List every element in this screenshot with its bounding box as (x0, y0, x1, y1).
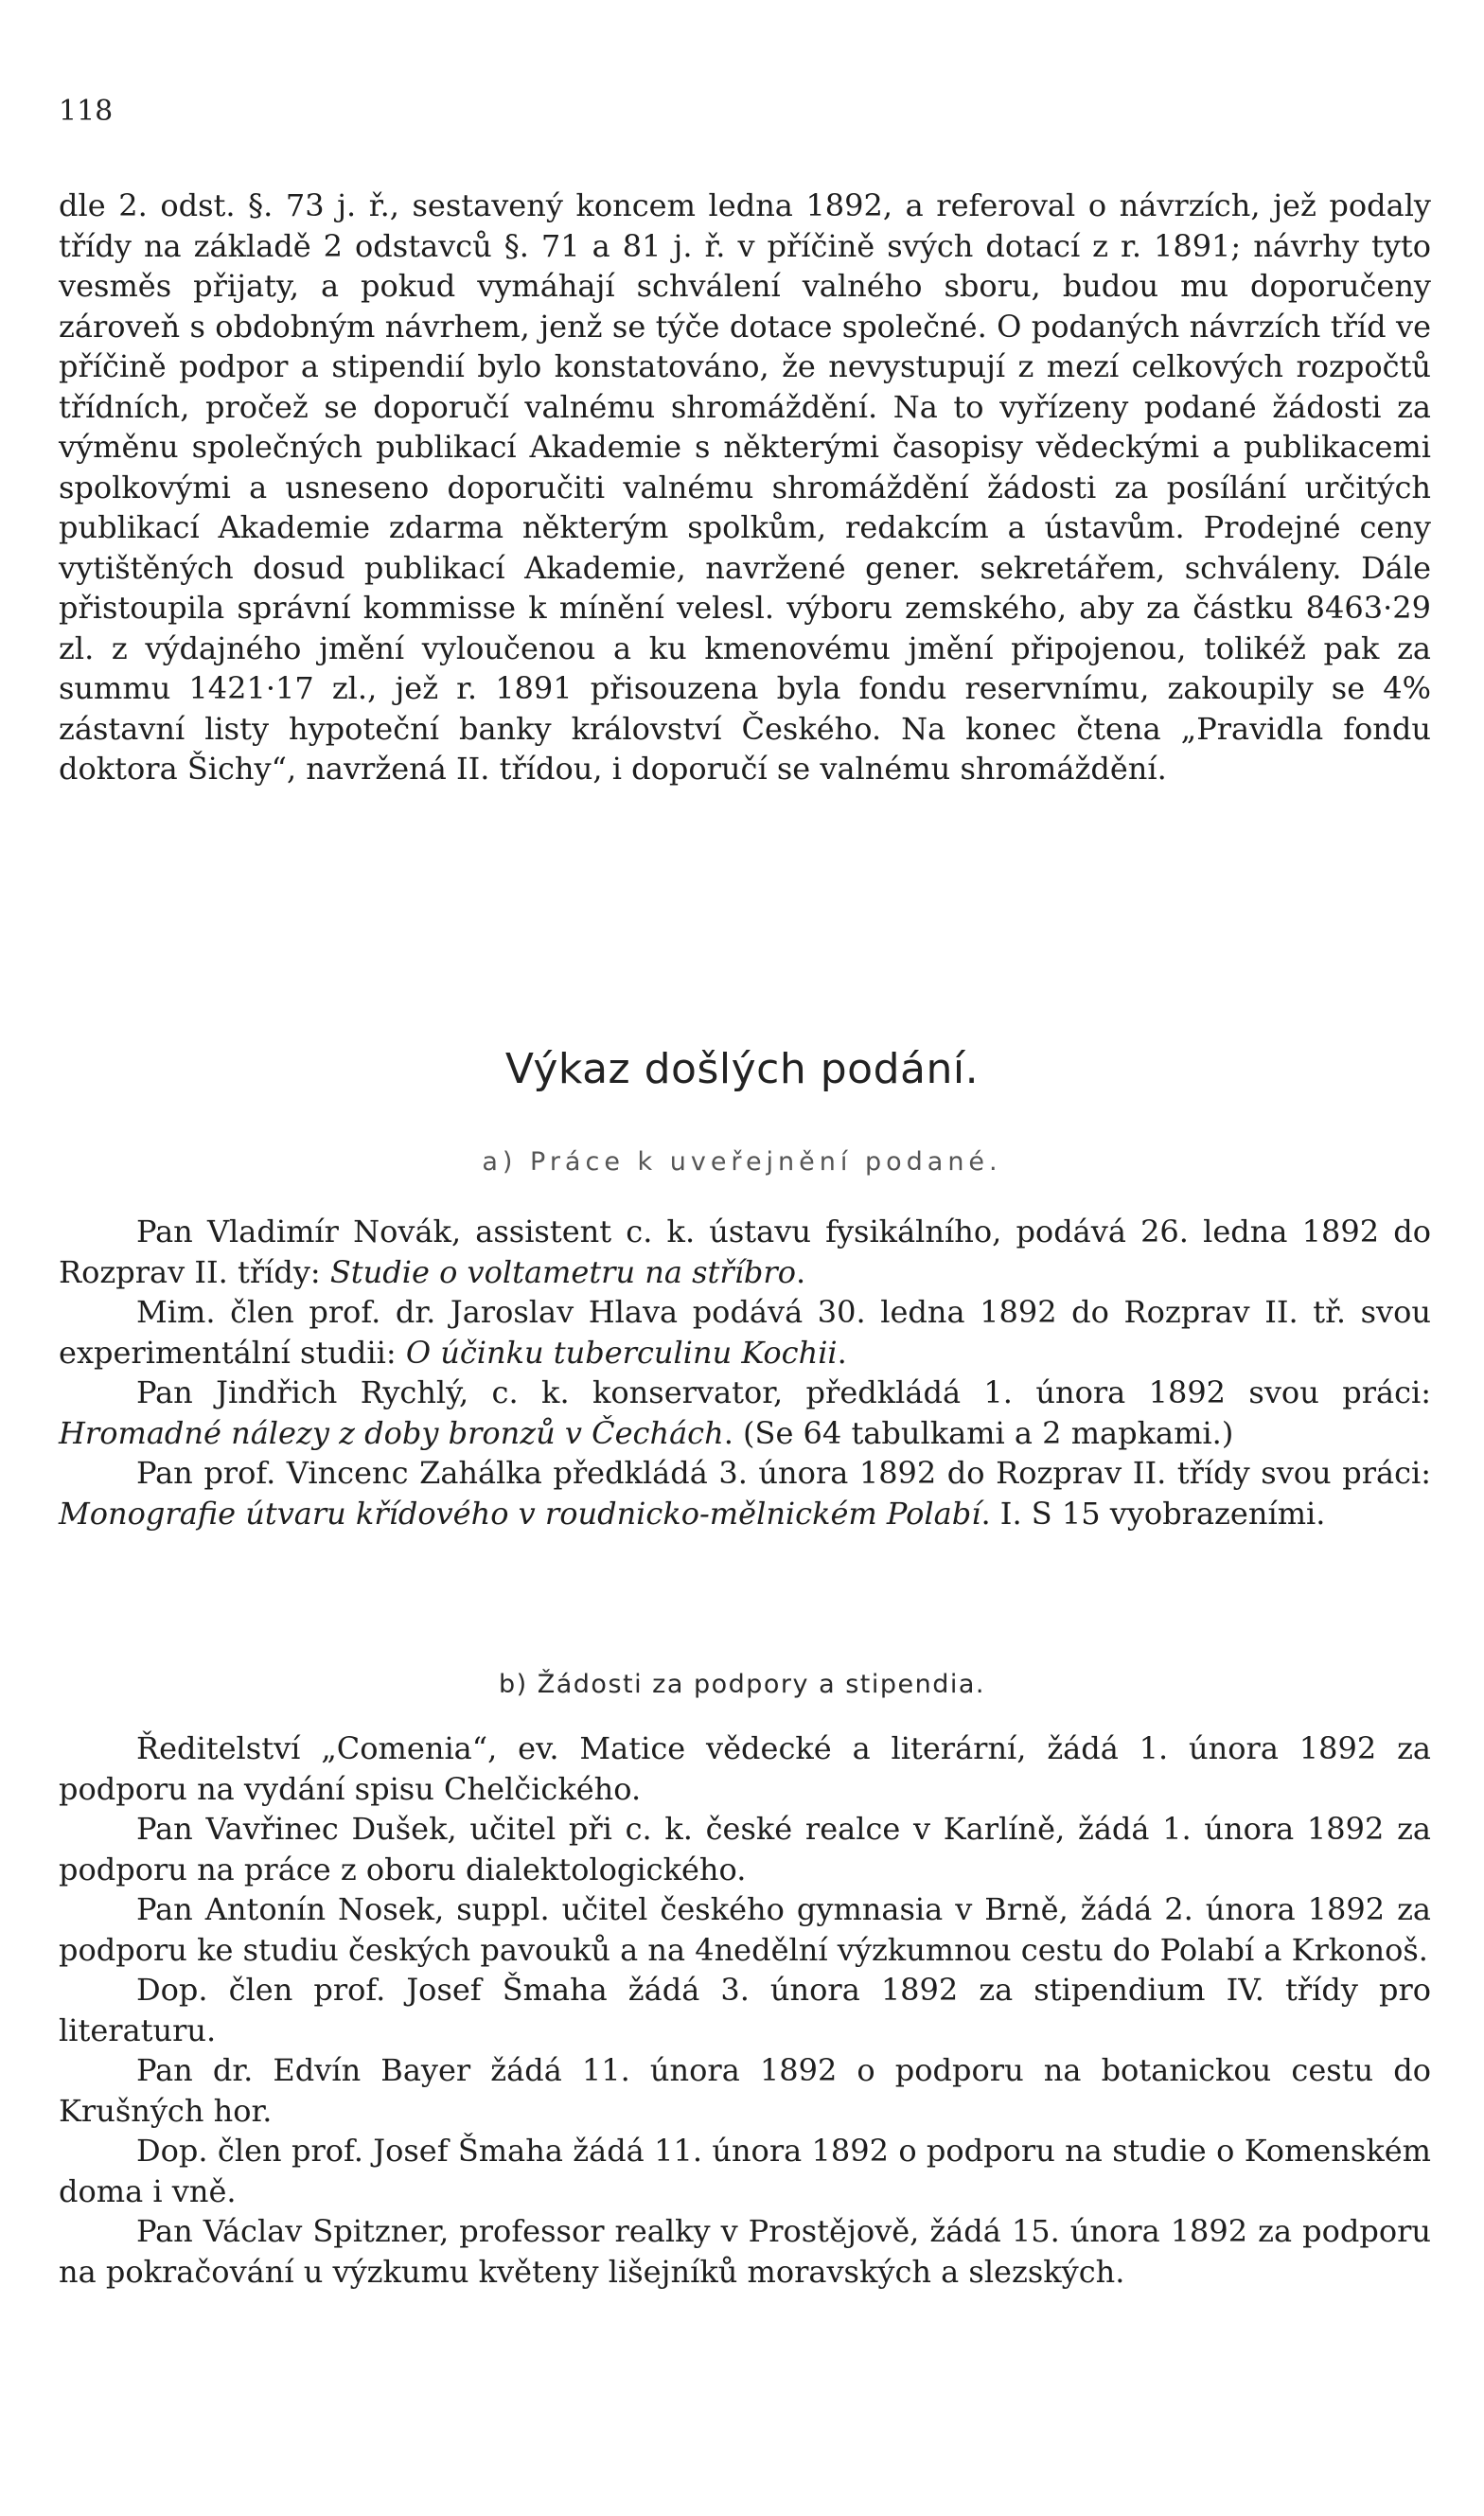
subheading-works: a) Práce k uveřejnění podané. (482, 1147, 1002, 1177)
work-entry (59, 1212, 1431, 1292)
work-entry (59, 1373, 1431, 1453)
work-entry (59, 1292, 1431, 1373)
page-number: 118 (59, 95, 114, 128)
grants-list (59, 1728, 1431, 2292)
work-title: O účinku tuberculinu Kochii (405, 1334, 838, 1371)
subheading-grants: b) Žádosti za podpory a stipendia. (498, 1670, 986, 1699)
grant-entry: Dop. člen prof. Josef Šmaha žádá 3. února 1892 za stipendium IV. třídy pro literaturu. (59, 1972, 1431, 2048)
work-entry-tail: . (837, 1334, 847, 1371)
work-title: Monografie útvaru křídového v roudnicko-mělnickém Polabí (59, 1495, 981, 1532)
intro-text: dle 2. odst. §. 73 j. ř., sestavený koncem ledna 1892, a referoval o návrzích, jež podaly třídy na základě 2 odstavců §. 71 a 81 j. ř. v příčině svých dotací z r. 1891; návrhy tyto vesměs přijaty, a pokud vymáhají schválení valného sboru, budou mu doporučeny zároveň s obdobným návrhem, jenž se týče dotace společné. O podaných návrzích tříd ve příčině podpor a stipendií bylo konstatováno, že nevystupují z mezí celkových rozpočtů třídních, pročež se doporučí valnému shromáždění. Na to vyřízeny podané žádosti za výměnu společných publikací Akademie s některými časopisy vědeckými a publikacemi spolkovými a usneseno doporučiti valnému shromáždění žádosti za posílání určitých publikací Akademie zdarma některým spolkům, redakcím a ústavům. Prodejné ceny vytištěných dosud publikací Akademie, navržené gener. sekretářem, schváleny. Dále přistoupila správní kommisse k mínění velesl. výboru zemského, aby za částku 8463·29 zl. z výdajného jmění vyloučenou a ku kmenovému jmění připojenou, tolikéž pak za summu 1421·17 zl., jež r. 1891 přisouzena byla fondu reservnímu, zakoupily se 4% zástavní listy hypoteční banky království Českého. Na konec čtena „Pravidla fondu doktora Šichy“, navržená II. třídou, i doporučí se valnému shromáždění. (59, 187, 1431, 787)
work-title: Studie o voltametru na stříbro (329, 1253, 796, 1290)
grant-entry: Ředitelství „Comenia“, ev. Matice vědecké a literární, žádá 1. února 1892 za podporu na vydání spisu Chelčického. (59, 1730, 1431, 1807)
grant-entry: Pan Antonín Nosek, suppl. učitel českého gymnasia v Brně, žádá 2. února 1892 za podporu ke studiu českých pavouků a na 4nedělní výzkumnou cestu do Polabí a Krkonoš. (59, 1891, 1431, 1968)
section-heading: Výkaz došlých podání. (504, 1045, 980, 1093)
intro-paragraph (59, 186, 1431, 789)
works-list (59, 1212, 1431, 1533)
work-entry-tail: . I. S 15 vyobrazeními. (980, 1495, 1326, 1532)
work-entry-lead: Pan Jindřich Rychlý, c. k. konservator, předkládá 1. února 1892 svou práci: (136, 1374, 1431, 1410)
grant-entry: Pan dr. Edvín Bayer žádá 11. února 1892 o podporu na botanickou cestu do Krušných hor. (59, 2052, 1431, 2129)
work-entry (59, 1453, 1431, 1533)
grant-entry: Pan Vavřinec Dušek, učitel při c. k. české realce v Karlíně, žádá 1. února 1892 za podporu na práce z oboru dialektologického. (59, 1811, 1431, 1887)
work-entry-lead: Pan prof. Vincenc Zahálka předkládá 3. února 1892 do Rozprav II. třídy svou práci: (136, 1455, 1431, 1491)
work-entry-tail: . (795, 1253, 806, 1290)
grant-entry: Dop. člen prof. Josef Šmaha žádá 11. února 1892 o podporu na studie o Komenském doma i vně. (59, 2133, 1431, 2209)
grant-entry: Pan Václav Spitzner, professor realky v Prostějově, žádá 15. února 1892 za podporu na pokračování u výzkumu květeny lišejníků moravských a slezských. (59, 2213, 1431, 2290)
work-entry-lead: Pan Vladimír Novák, assistent c. k. ústavu fysikálního, podává 26. ledna 1892 do Rozprav II. třídy: (59, 1214, 1431, 1290)
work-entry-lead: Mim. člen prof. dr. Jaroslav Hlava podává 30. ledna 1892 do Rozprav II. tř. svou experimentální studii: (59, 1294, 1431, 1371)
work-entry-tail: . (Se 64 tabulkami a 2 mapkami.) (723, 1414, 1234, 1451)
work-title: Hromadné nálezy z doby bronzů v Čechách (59, 1414, 724, 1451)
